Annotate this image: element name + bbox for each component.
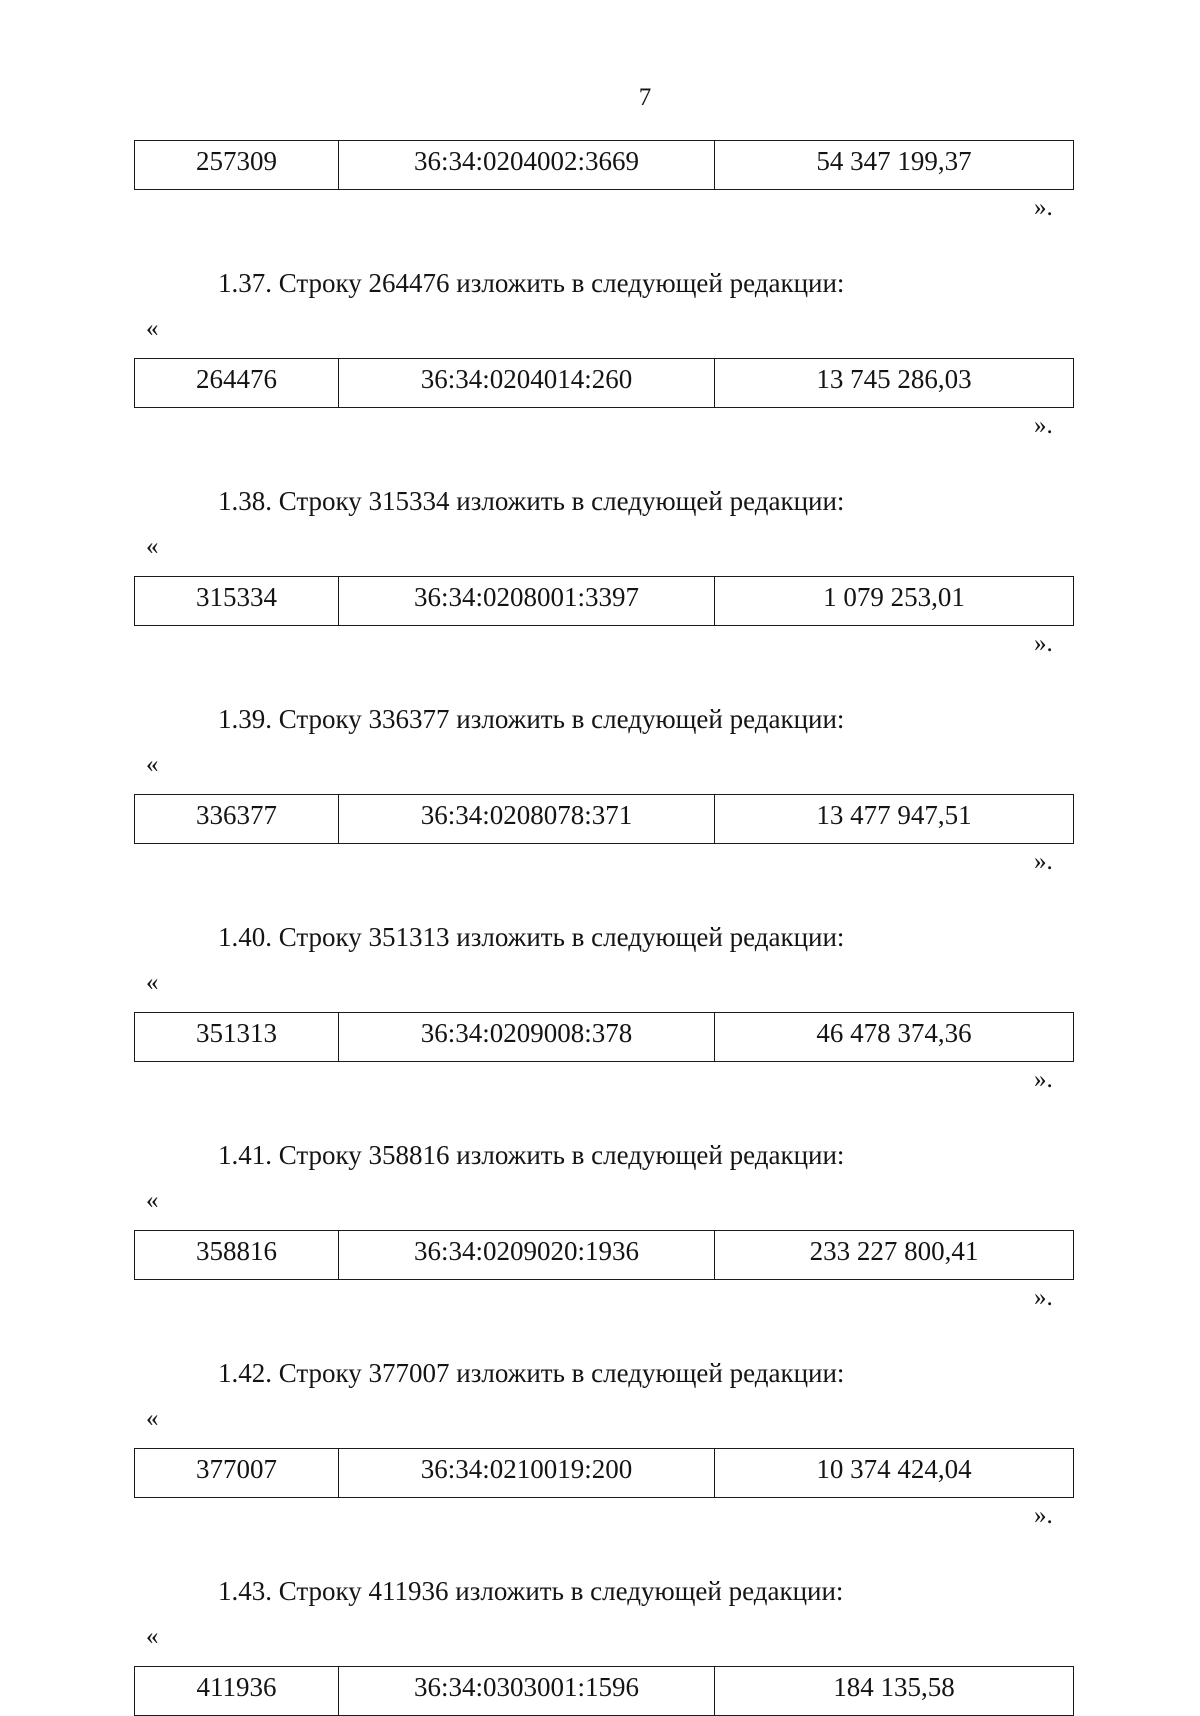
amendment-block xyxy=(0,268,1200,440)
table-row xyxy=(134,1012,1074,1062)
cadastral-number-cell: 36:34:0204014:260 xyxy=(339,359,715,407)
cadastral-value-cell: 46 478 374,36 xyxy=(816,1017,972,1048)
table-row xyxy=(134,140,1074,190)
amendment-block xyxy=(0,922,1200,1094)
cadastral-number-cell: 36:34:0208001:3397 xyxy=(339,577,715,625)
closing-quote: ». xyxy=(1034,194,1053,221)
opening-quote: « xyxy=(146,1623,159,1650)
table-row xyxy=(134,1448,1074,1498)
opening-quote: « xyxy=(146,969,159,996)
amendment-paragraph: 1.38. Строку 315334 изложить в следующей редакции: xyxy=(218,486,845,516)
cadastral-value-cell: 13 477 947,51 xyxy=(816,799,972,830)
table-row xyxy=(134,576,1074,626)
table-row xyxy=(134,1666,1074,1716)
opening-quote: « xyxy=(146,533,159,560)
cadastral-value-cell: 10 374 424,04 xyxy=(816,1453,972,1484)
closing-quote: ». xyxy=(1034,1066,1053,1093)
row-number-cell: 377007 xyxy=(135,1449,339,1497)
row-number-cell: 264476 xyxy=(135,359,339,407)
page-number: 7 xyxy=(638,84,652,111)
opening-quote: « xyxy=(146,315,159,342)
amendment-block xyxy=(0,486,1200,658)
closing-quote: ». xyxy=(1034,1284,1053,1311)
cadastral-number-cell: 36:34:0204002:3669 xyxy=(339,141,715,189)
amendments-list xyxy=(0,140,1200,1716)
amendment-block xyxy=(0,704,1200,876)
amendment-paragraph: 1.43. Строку 411936 изложить в следующей редакции: xyxy=(218,1576,844,1606)
table-row xyxy=(134,1230,1074,1280)
cadastral-value-cell: 184 135,58 xyxy=(833,1671,955,1702)
amendment-block xyxy=(0,1576,1200,1716)
row-number-cell: 336377 xyxy=(135,795,339,843)
cadastral-number-cell: 36:34:0208078:371 xyxy=(339,795,715,843)
table-row xyxy=(134,794,1074,844)
amendment-block xyxy=(0,1140,1200,1312)
amendment-paragraph: 1.39. Строку 336377 изложить в следующей редакции: xyxy=(218,704,845,734)
cadastral-number-cell: 36:34:0209020:1936 xyxy=(339,1231,715,1279)
row-number-cell: 257309 xyxy=(135,141,339,189)
row-number-cell: 411936 xyxy=(135,1667,339,1715)
closing-quote: ». xyxy=(1034,1502,1053,1529)
cadastral-number-cell: 36:34:0209008:378 xyxy=(339,1013,715,1061)
row-number-cell: 358816 xyxy=(135,1231,339,1279)
closing-quote: ». xyxy=(1034,848,1053,875)
row-number-cell: 351313 xyxy=(135,1013,339,1061)
amendment-paragraph: 1.37. Строку 264476 изложить в следующей редакции: xyxy=(218,268,845,298)
cadastral-value-cell: 13 745 286,03 xyxy=(816,363,972,394)
opening-quote: « xyxy=(146,751,159,778)
row-number-cell: 315334 xyxy=(135,577,339,625)
cadastral-value-cell: 54 347 199,37 xyxy=(816,145,972,176)
table-row xyxy=(134,358,1074,408)
opening-quote: « xyxy=(146,1405,159,1432)
amendment-block xyxy=(0,1358,1200,1530)
amendment-paragraph: 1.42. Строку 377007 изложить в следующей редакции: xyxy=(218,1358,845,1388)
amendment-paragraph: 1.40. Строку 351313 изложить в следующей редакции: xyxy=(218,922,845,952)
cadastral-number-cell: 36:34:0210019:200 xyxy=(339,1449,715,1497)
opening-quote: « xyxy=(146,1187,159,1214)
closing-quote: ». xyxy=(1034,412,1053,439)
amendment-paragraph: 1.41. Строку 358816 изложить в следующей редакции: xyxy=(218,1140,845,1170)
cadastral-value-cell: 233 227 800,41 xyxy=(809,1235,979,1266)
closing-quote: ». xyxy=(1034,630,1053,657)
cadastral-number-cell: 36:34:0303001:1596 xyxy=(339,1667,715,1715)
cadastral-value-cell: 1 079 253,01 xyxy=(823,581,965,612)
continued-row-block xyxy=(0,140,1200,222)
